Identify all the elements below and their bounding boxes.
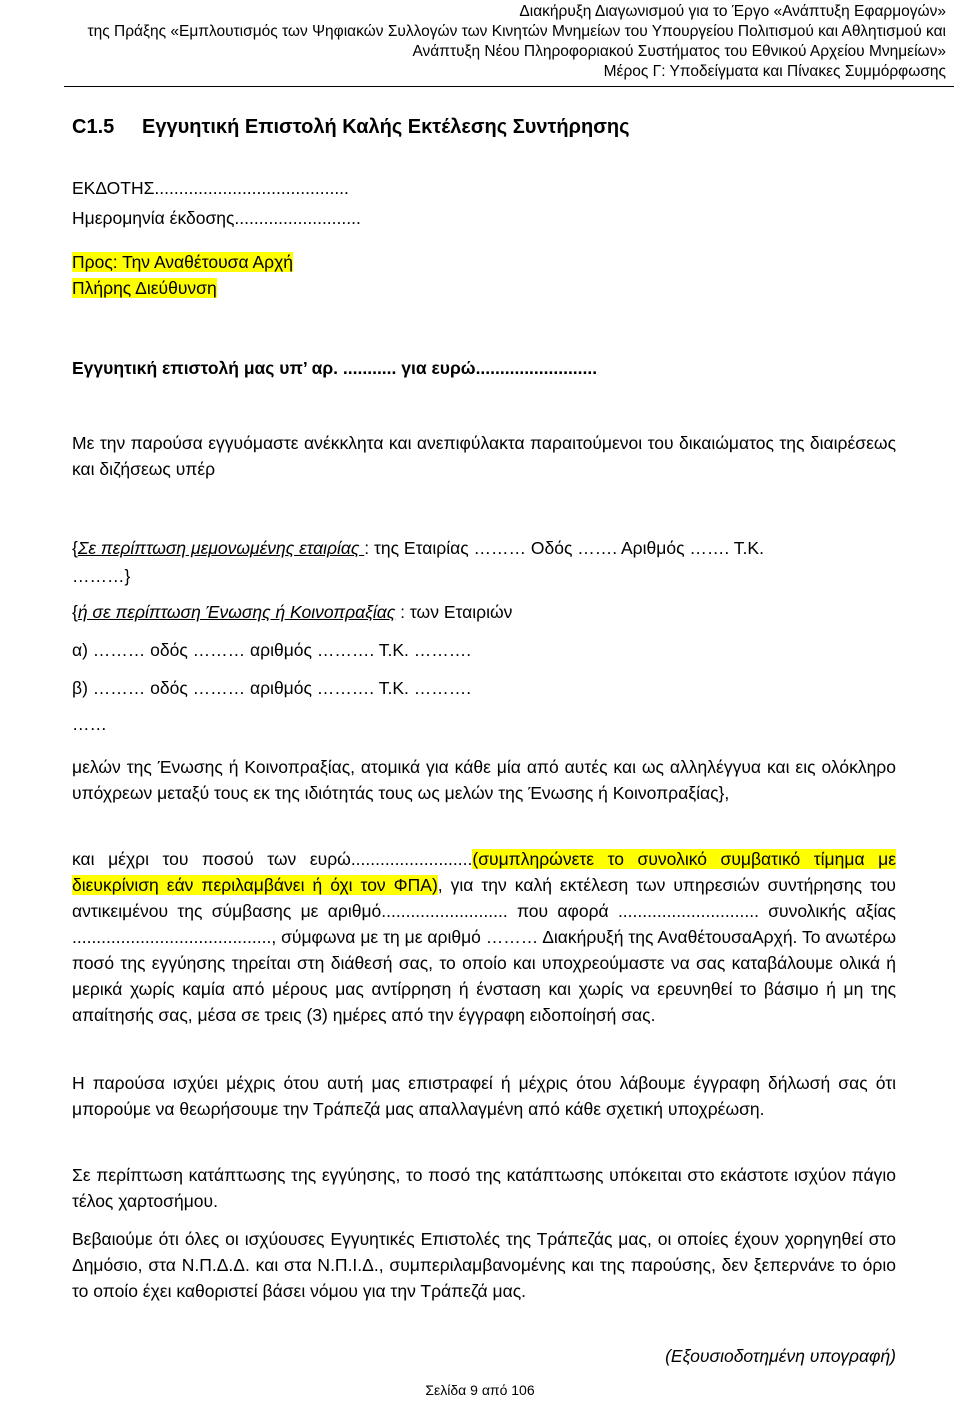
guarantee-number-line: Εγγυητική επιστολή μας υπ’ αρ. ........... για ευρώ......................... (72, 358, 598, 378)
amount-pre: και μέχρι του ποσού των ευρώ......................... (72, 849, 473, 869)
intro-text: Με την παρούσα εγγυόμαστε ανέκκλητα και ανεπιφύλακτα παραιτούμενοι του δικαιώματος της διαιρέσεως και διζήσεως υπέρ (72, 433, 896, 479)
header-line-2: της Πράξης «Εμπλουτισμός των Ψηφιακών Συλλογών των Κινητών Μνημείων του Υπουργείου Πολιτισμού και Αθλητισμού και (87, 23, 946, 40)
member-a-line: α) ……… οδός ……… αριθμός ………. Τ.Κ. ………. (72, 640, 472, 660)
section-title (72, 116, 630, 139)
page-header (26, 2, 946, 82)
amount-paragraph (72, 846, 896, 1028)
member-b-line: β) ……… οδός ……… αριθμός ………. Τ.Κ. ………. (72, 678, 472, 698)
recipient-line: Προς: Την Αναθέτουσα Αρχή (72, 252, 294, 272)
single-company-line (72, 536, 764, 560)
intro-paragraph (72, 430, 896, 482)
union-line (72, 600, 512, 624)
single-company-text: : της Εταιρίας ……… Οδός ……. Αριθμός ……. Τ.Κ. (364, 538, 764, 558)
member-dots: …… (72, 714, 107, 734)
certify-text: Βεβαιούμε ότι όλες οι ισχύουσες Εγγυητικές Επιστολές της Τράπεζάς μας, οι οποίες έχουν χορηγηθεί στο Δημόσιο, στα Ν.Π.Δ.Δ. και στα Ν.Π.Ι.Δ., συμπεριλαμβανομένης και της παρούσης, δεν ξεπερνάνε το όριο το οποίο έχει καθοριστεί βάσει νόμου για την Τράπεζά μας. (72, 1229, 896, 1301)
union-text: : των Εταιριών (395, 602, 513, 622)
single-company-label: Σε περίπτωση μεμονωμένης εταιρίας (77, 538, 365, 558)
members-text: μελών της Ένωσης ή Κοινοπραξίας, ατομικά για κάθε μία από αυτές και ως αλληλέγγυα και εις ολόκληρο υπόχρεων μεταξύ τους εκ της ιδιότητάς τους ως μελών της Ένωσης ή Κοινοπραξίας}, (72, 757, 896, 803)
validity-text: Η παρούσα ισχύει μέχρις ότου αυτή μας επιστραφεί ή μέχρις ότου λάβουμε έγγραφη δήλωσή σας ότι μπορούμε να θεωρήσουμε την Τράπεζά μας απαλλαγμένη από κάθε σχετική υποχρέωση. (72, 1073, 896, 1119)
amount-post: , για την καλή εκτέλεση των υπηρεσιών συντήρησης του αντικειμένου της σύμβασης με αριθμό.......................... που αφορά ............................. συνολικής αξίας ........................................., σύμφωνα με τη με αριθμό ……… Διακήρυξή της ΑναθέτουσαΑρχή. Το ανωτέρω ποσό της εγγύησης τηρείται στη διάθεσή σας, το οποίο και υποχρεούμαστε να σας καταβάλουμε ολικά ή μερικά χωρίς καμία από μέρους μας αντίρρηση ή ένσταση και χωρίς να ερευνηθεί το βάσιμο ή μη της απαίτησής σας, μέσα σε τρεις (3) ημέρες από την έγγραφη ειδοποίησή σας. (72, 875, 896, 1025)
amount-highlight: (συμπληρώνετε το συνολικό συμβατικό τίμημα με διευκρίνιση εάν περιλαμβάνει ή όχι τον ΦΠΑ) (72, 849, 896, 895)
section-number: C1.5 (72, 116, 115, 138)
validity-paragraph (72, 1070, 896, 1122)
forfeit-text: Σε περίπτωση κατάπτωσης της εγγύησης, το ποσό της κατάπτωσης υπόκειται στο εκάστοτε ισχύον πάγιο τέλος χαρτοσήμου. (72, 1165, 896, 1211)
members-paragraph (72, 754, 896, 806)
issuer-line: ΕΚΔΟΤΗΣ........................................ (72, 178, 349, 198)
union-brace-open: { (72, 602, 78, 622)
header-line-3: Ανάπτυξη Νέου Πληροφοριακού Συστήματος του Εθνικού Αρχείου Μνημείων» (412, 43, 946, 60)
address-line: Πλήρης Διεύθυνση (72, 278, 217, 298)
page-footer: Σελίδα 9 από 106 (425, 1382, 535, 1398)
certify-paragraph (72, 1226, 896, 1304)
issue-date-line: Ημερομηνία έκδοσης.......................... (72, 208, 361, 228)
forfeit-paragraph (72, 1162, 896, 1214)
header-line-4: Μέρος Γ: Υποδείγματα και Πίνακες Συμμόρφωσης (603, 63, 946, 80)
single-brace-open: { (72, 538, 78, 558)
header-line-1: Διακήρυξη Διαγωνισμού για το Έργο «Ανάπτυξη Εφαρμογών» (519, 3, 946, 20)
signature-line: (Εξουσιοδοτημένη υπογραφή) (665, 1346, 896, 1366)
header-rule (64, 86, 954, 87)
union-label: ή σε περίπτωση Ένωσης ή Κοινοπραξίας (77, 602, 396, 622)
section-title-text: Εγγυητική Επιστολή Καλής Εκτέλεσης Συντήρησης (142, 116, 630, 138)
single-company-cont: ………} (72, 566, 131, 586)
